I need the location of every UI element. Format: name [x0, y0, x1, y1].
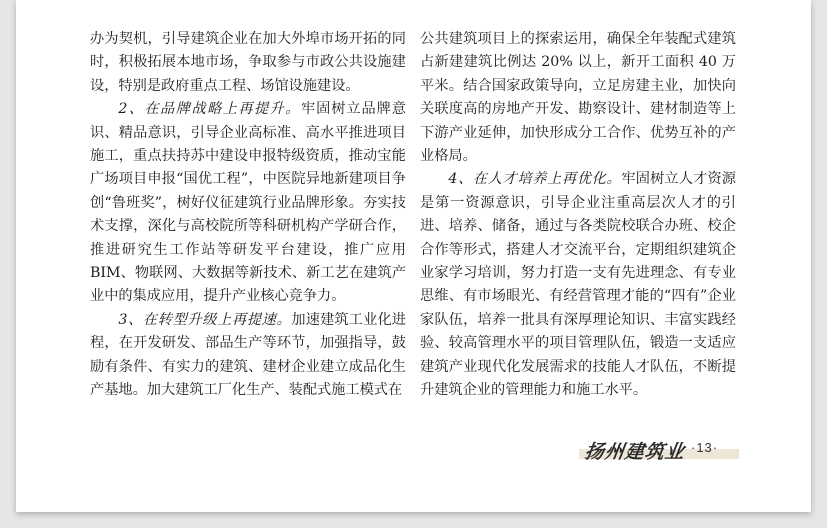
- paragraph-body: 牢固树立品牌意识、精品意识，引导企业高标准、高水平推进项目施工，重点扶持苏中建设申报特级资质，推动宝能广场项目申报“国优工程”，中医院异地新建项目争创“鲁班奖”，树好仪征建筑行业品牌形象。夯实技术支撑，深化与高校院所等科研机构产学研合作，推进研究生工作站等研发平台建设，推广应用BIM、物联网、大数据等新技术、新工艺在建筑产业中的集成应用，提升产业核心竞争力。: [90, 101, 406, 305]
- magazine-logo: 扬州建筑业: [583, 441, 687, 463]
- paragraph-body: 牢固树立人才资源是第一资源意识，引导企业注重高层次人才的引进、培养、储备，通过与各类院校联合办班、校企合作等形式，搭建人才交流平台，定期组织建筑企业家学习培训，努力打造一支有先进理念、有专业思维、有市场眼光、有经营管理才能的“四有”企业家队伍，培养一批具有深厚理论知识、丰富实践经验、较高管理水平的项目管理队伍，锻造一支适应建筑产业现代化发展需求的技能人才队伍，不断提升建筑企业的管理能力和施工水平。: [420, 171, 736, 399]
- left-column: [90, 28, 406, 403]
- section-lead: 3、在转型升级上再提速。: [118, 311, 292, 328]
- page-footer: [579, 437, 739, 463]
- page-number: ·13·: [691, 440, 719, 455]
- paragraph: 公共建筑项目上的探索运用，确保全年装配式建筑占新建建筑比例达 20% 以上，新开工面积 40 万平米。结合国家政策导向，立足房建主业，加快向关联度高的房地产开发、勘察设计、建材制造等上下游产业延伸，加快形成分工合作、优势互补的产业格局。: [420, 31, 736, 165]
- section-lead: 4、在人才培养上再优化。: [448, 171, 622, 188]
- section-lead: 2、在品牌战略上再提升。: [118, 101, 301, 118]
- paragraph: 办为契机，引导建筑企业在加大外埠市场开拓的同时，积极拓展本地市场，争取参与市政公共设施建设，特别是政府重点工程、场馆设施建设。: [90, 31, 406, 94]
- document-page: [16, 0, 811, 512]
- paragraph: [90, 98, 406, 309]
- paragraph: [420, 168, 736, 402]
- paragraph: [90, 309, 406, 403]
- paragraph-body: 加速建筑工业化进程，在开发研发、部品生产等环节，加强指导，鼓励有条件、有实力的建筑、建材企业建立成品化生产基地。加大建筑工厂化生产、装配式施工模式在: [90, 311, 406, 399]
- right-column: [420, 28, 736, 403]
